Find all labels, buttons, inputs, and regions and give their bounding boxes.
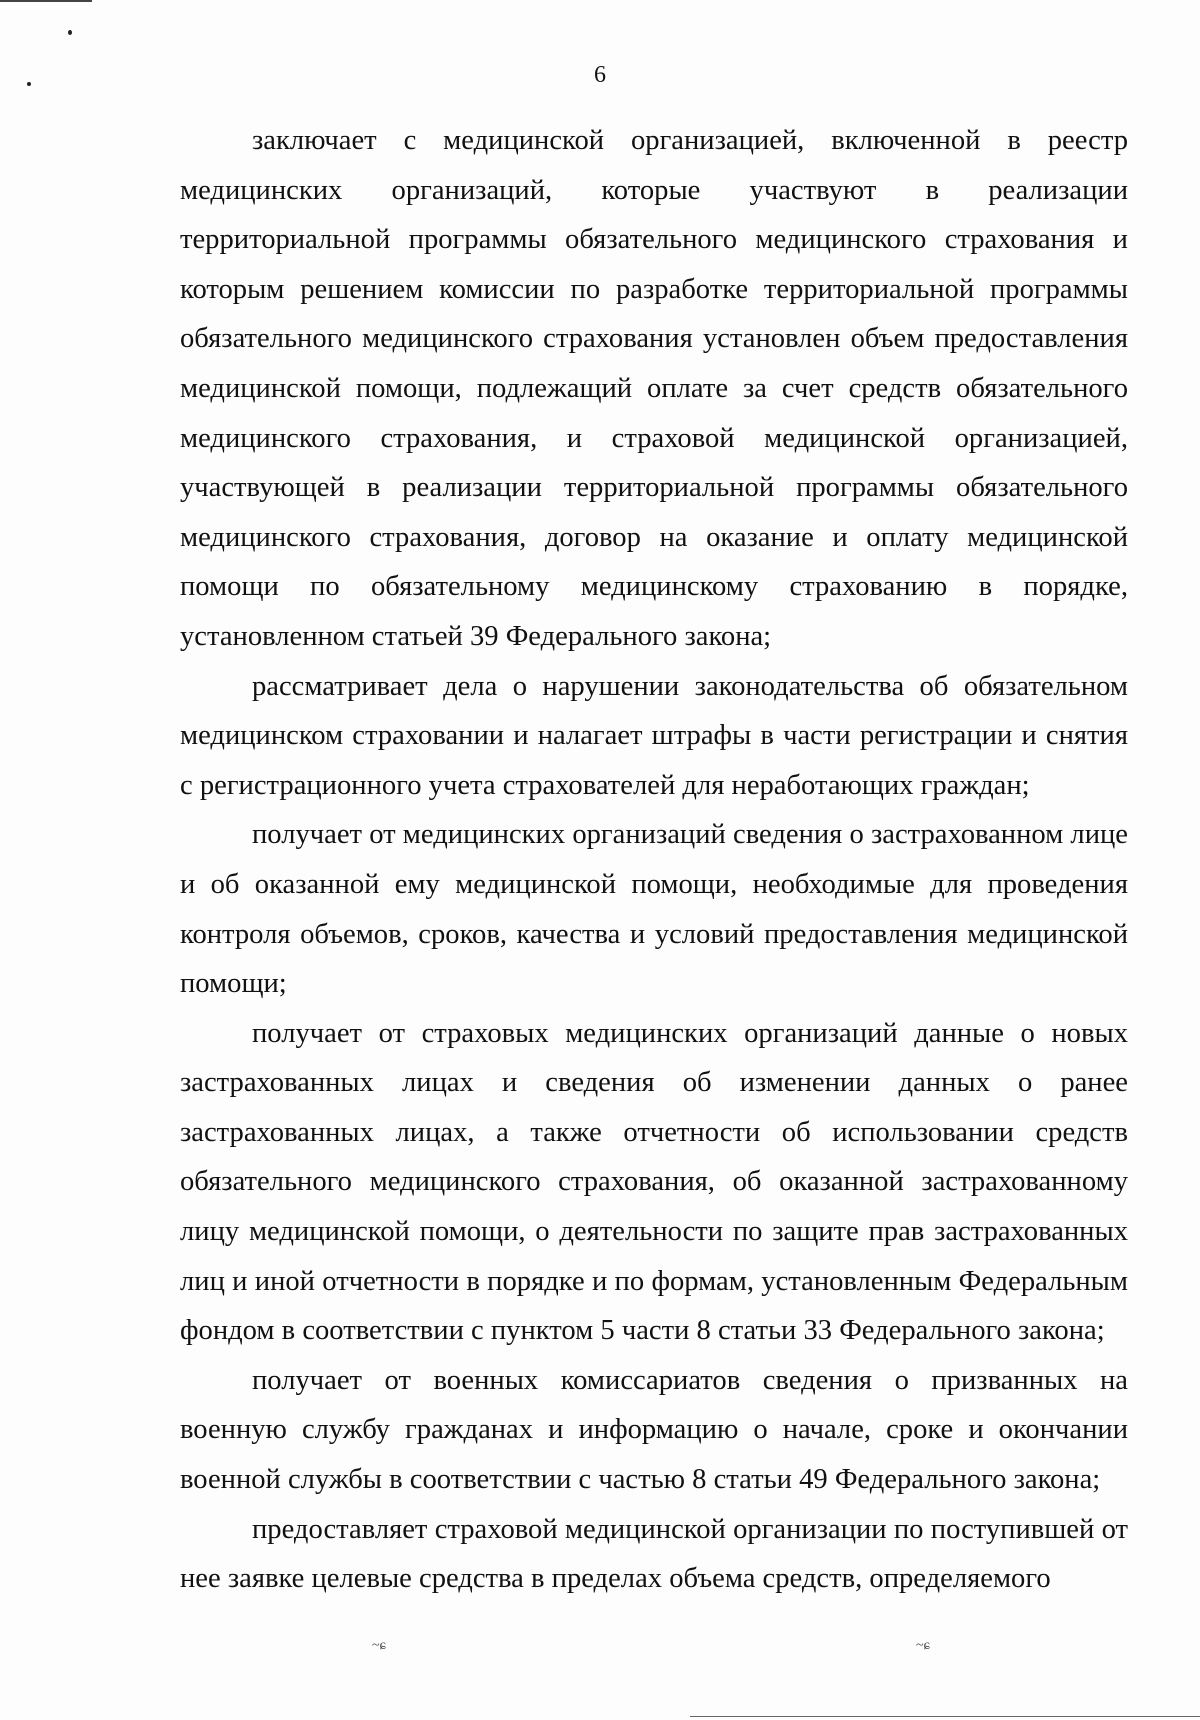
scan-edge-line (0, 0, 92, 2)
scan-speck (68, 30, 72, 35)
paragraph: получает от медицинских организаций сведения о застрахованном лице и об оказанной ему медицинской помощи, необходимые для проведения контроля объемов, сроков, качества и условий предоставления медицинской помощи; (180, 819, 1128, 1000)
scan-bottom-line (690, 1716, 1200, 1717)
page-number: 6 (594, 62, 606, 88)
footer-mark-left: ~ɕ (372, 1638, 386, 1653)
paragraph: рассматривает дела о нарушении законодательства об обязательном медицинском страховании и налагает штрафы в части регистрации и снятия с регистрационного учета страхователей для неработающих граждан; (180, 670, 1128, 801)
footer-mark-right: ~ɕ (916, 1638, 930, 1653)
paragraph: заключает с медицинской организацией, включенной в реестр медицинских организаций, которые участвуют в реализации территориальной программы обязательного медицинского страхования и которым решением комиссии по разработке территориальной программы обязательного медицинского страхования установлен объем предоставления медицинской помощи, подлежащий оплате за счет средств обязательного медицинского страхования, и страховой медицинской организацией, участвующей в реализации территориальной программы обязательного медицинского страхования, договор на оказание и оплату медицинской помощи по обязательному медицинскому страхованию в порядке, установленном статьей 39 Федерального закона; (180, 125, 1128, 652)
paragraph: получает от страховых медицинских организаций данные о новых застрахованных лицах и сведения об изменении данных о ранее застрахованных лицах, а также отчетности об использовании средств обязательного медицинского страхования, об оказанной застрахованному лицу медицинской помощи, о деятельности по защите прав застрахованных лиц и иной отчетности в порядке и по формам, установленным Федеральным фондом в соответствии с пунктом 5 части 8 статьи 33 Федерального закона; (180, 1017, 1128, 1347)
document-body (180, 116, 1128, 1604)
paragraph: получает от военных комиссариатов сведения о призванных на военную службу гражданах и информацию о начале, сроке и окончании военной службы в соответствии с частью 8 статьи 49 Федерального закона; (180, 1364, 1128, 1496)
paragraph: предоставляет страховой медицинской организации по поступившей от нее заявке целевые средства в пределах объема средств, определяемого (180, 1513, 1128, 1595)
